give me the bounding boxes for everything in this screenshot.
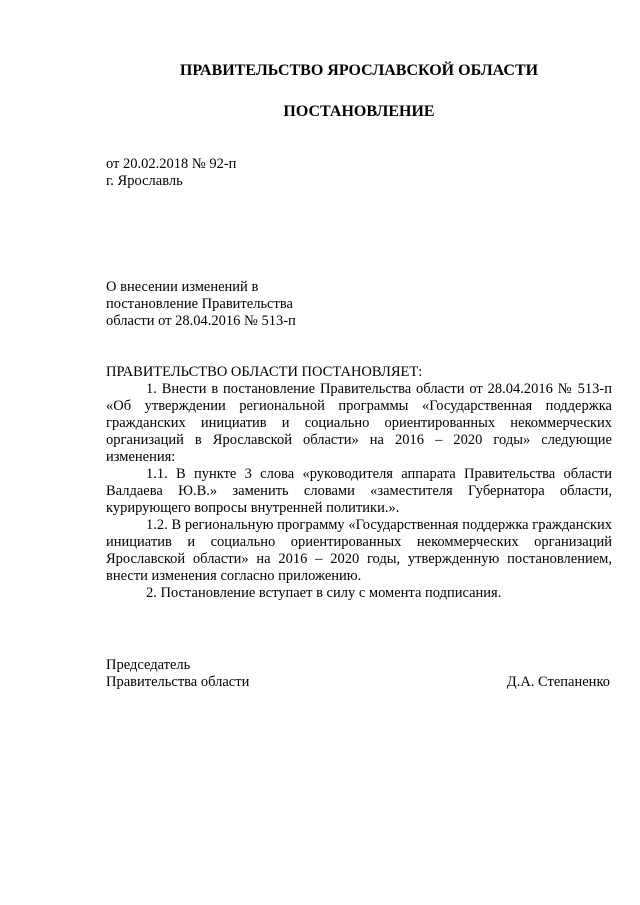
- signatory-title-line-2: Правительства области: [106, 674, 250, 690]
- document-body: [106, 364, 612, 602]
- subject-line: постановление Правительства: [106, 296, 293, 312]
- date-number: от 20.02.2018 № 92-п: [106, 156, 237, 172]
- authority-heading: ПРАВИТЕЛЬСТВО ЯРОСЛАВСКОЙ ОБЛАСТИ: [179, 62, 539, 79]
- paragraph-item-1-2: 1.2. В региональную программу «Государственная поддержка гражданских инициатив и социально ориентированных некоммерческих организаций Ярославской области» на 2016 – 2020 годы, утвержденную постановлением, внести изменения согласно приложению.: [106, 517, 612, 584]
- signatory-block: [106, 674, 612, 691]
- paragraph-item-1: 1. Внести в постановление Правительства области от 28.04.2016 № 513-п «Об утверждении региональной программы «Государственная поддержка гражданских инициатив и социально ориентированных некоммерческих организаций в Ярославской области» на 2016 – 2020 годы» следующие изменения:: [106, 381, 612, 465]
- city: г. Ярославль: [106, 173, 183, 189]
- resolution-declaration: ПРАВИТЕЛЬСТВО ОБЛАСТИ ПОСТАНОВЛЯЕТ:: [106, 364, 423, 380]
- subject-line: области от 28.04.2016 № 513-п: [106, 313, 296, 329]
- document-subject: [106, 279, 366, 330]
- subject-line: О внесении изменений в: [106, 279, 259, 295]
- paragraph-item-2: 2. Постановление вступает в силу с момента подписания.: [146, 585, 502, 601]
- signatory-title-line-1: Председатель: [106, 657, 191, 673]
- paragraph-item-1-1: 1.1. В пункте 3 слова «руководителя аппарата Правительства области Валдаева Ю.В.» заменить словами «заместителя Губернатора области, курирующего вопросы внутренней политики.».: [106, 466, 612, 516]
- signatory-name: Д.А. Степаненко: [506, 674, 610, 690]
- document-type-heading: ПОСТАНОВЛЕНИЕ: [283, 103, 435, 120]
